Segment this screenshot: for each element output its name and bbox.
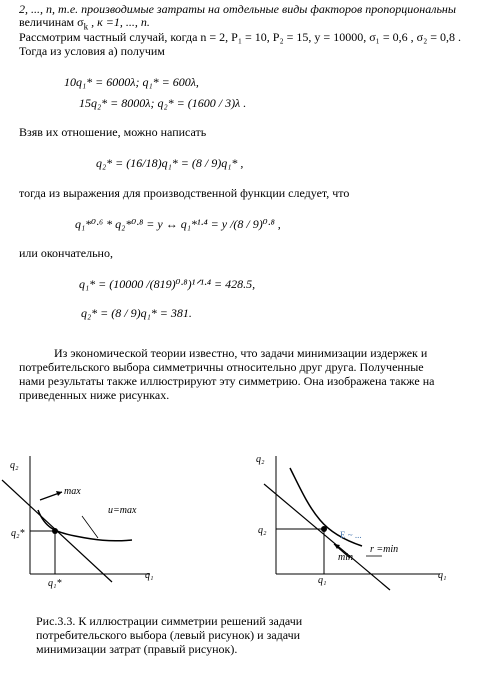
left-optimum-point — [52, 528, 58, 534]
left-u-pointer — [82, 516, 98, 538]
right-y-tick: q₂ — [258, 525, 267, 536]
equation-6: q₂* = (8 / 9)q₁* = 381. — [81, 306, 192, 320]
equation-3: q₂* = (16/18)q₁* = (8 / 9)q₁* , — [96, 156, 244, 170]
text-line-3: Рассмотрим частный случай, когда n = 2, P₁ = 10, P₂ = 15, y = 10000, σ₁ = 0,6 , σ₂ = 0,8 . — [19, 30, 462, 44]
text-line-6: тогда из выражения для производственной функции следует, что — [19, 186, 350, 200]
text-line-5: Взяв их отношение, можно написать — [19, 125, 207, 139]
right-label-r: r =min — [370, 544, 399, 555]
equation-5: q₁* = (10000 /(819)⁰·⁸)¹ᐟ¹·⁴ = 428.5, — [79, 277, 256, 291]
left-x-axis-label: q₁ — [145, 570, 154, 581]
figure-caption: Рис.3.3. К иллюстрации симметрии решений задачи потребительского выбора (левый рисунок) и задачи минимизации затрат (правый рисунок). — [36, 614, 303, 656]
right-y-axis-label: q₂ — [256, 454, 265, 465]
equation-1: 10q₁* = 6000λ; q₁* = 600λ, — [64, 75, 199, 89]
left-x-tick: q₁* — [48, 578, 62, 589]
text-line-4: Тогда из условия а) получим — [19, 44, 165, 58]
text-line-2: величинам $\sigma_k$ , к =1, ..., n. — [19, 15, 150, 32]
equation-4: q₁*⁰·⁶ * q₂*⁰·⁸ = y ↔ q₁*¹·⁴ = y /(8 / 9)⁰·⁸ , — [75, 217, 281, 231]
paragraph-symmetry: Из экономической теории известно, что задачи минимизации издержек и потребительского выбора симметричны относительно друг друга. Полученные нами результаты также иллюстрируют эту симметрию. Она изображена также на приведенных ниже рисунках. — [19, 346, 435, 402]
left-y-tick: q₂* — [11, 528, 25, 539]
right-optimum-point — [321, 526, 327, 532]
figure-left — [0, 448, 200, 608]
text-line-1: 2, ..., n, т.е. производимые затраты на отдельные виды факторов пропорциональны — [19, 2, 456, 16]
left-y-axis-label: q₂ — [10, 460, 19, 471]
right-x-tick: q₁ — [318, 575, 327, 586]
right-x-axis-label: q₁ — [438, 570, 447, 581]
right-label-min: min — [338, 552, 353, 563]
text-line-7: или окончательно, — [19, 246, 113, 260]
figure-right — [250, 448, 460, 608]
equation-2: 15q₂* = 8000λ; q₂* = (1600 / 3)λ . — [79, 96, 247, 110]
left-label-u: u=max — [108, 505, 137, 516]
right-label-e: E ~ ... — [340, 530, 362, 540]
left-label-max: max — [64, 486, 81, 497]
